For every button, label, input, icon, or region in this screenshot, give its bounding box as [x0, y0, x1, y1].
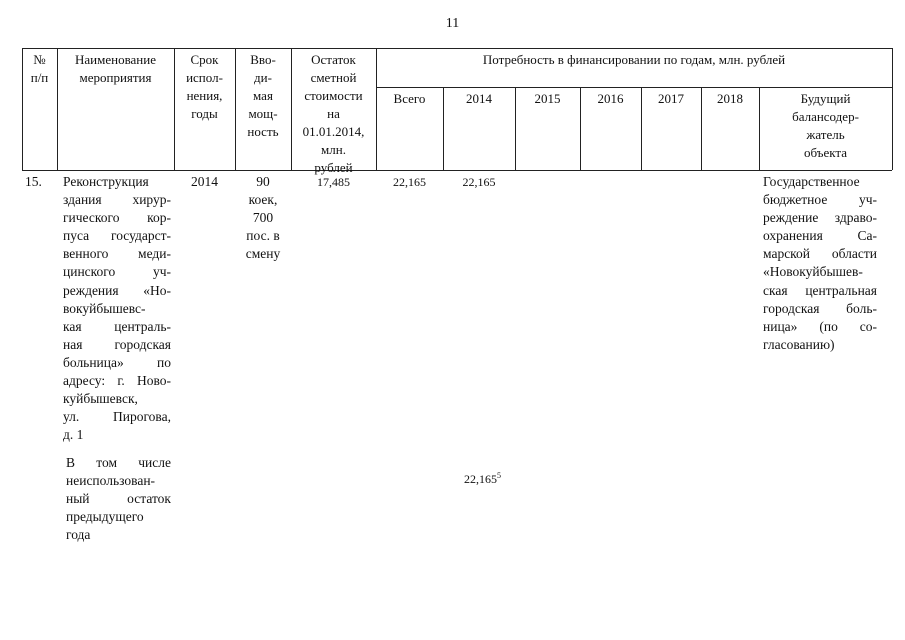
- page-number: 11: [445, 16, 460, 31]
- header-name: Наименование мероприятия: [75, 52, 156, 85]
- row-name-line: д. 1: [63, 427, 84, 443]
- subrow-2014-value: 22,165: [464, 472, 497, 486]
- row-holder: [763, 173, 877, 354]
- row-holder-line: бюджетное уч-: [763, 192, 877, 208]
- row-holder-line: реждение здраво-: [763, 210, 877, 226]
- row-name-line: кая централь-: [63, 318, 171, 334]
- subrow-2014: [464, 452, 501, 488]
- row-name-line: венного меди-: [63, 246, 171, 262]
- header-year-2015: 2015: [534, 91, 561, 106]
- row-name-line: реждения «Но-: [63, 282, 171, 298]
- subrow-label-line: В том числе: [66, 455, 171, 470]
- row-term: 2014: [191, 174, 218, 189]
- header-capacity: Вво- ди- мая мощ- ность: [247, 52, 279, 139]
- row-holder-line: гласованию): [763, 336, 835, 352]
- row-holder-line: «Новокуйбышев-: [763, 264, 863, 280]
- border-right: [892, 48, 893, 170]
- row-name-line: гического кор-: [63, 210, 171, 226]
- header-total: Всего: [393, 91, 426, 106]
- row-name: [63, 173, 171, 444]
- row-residual: 17,485: [317, 175, 350, 189]
- header-year-2014: 2014: [466, 91, 492, 106]
- row-name-line: куйбышевск,: [63, 391, 138, 407]
- row-name-line: ул. Пирогова,: [63, 409, 171, 425]
- row-total: 22,165: [393, 175, 426, 189]
- row-holder-line: городская боль-: [763, 300, 877, 316]
- header-year-2016: 2016: [597, 91, 624, 106]
- row-name-line: адресу: г. Ново-: [63, 373, 171, 389]
- row-holder-line: Государственное: [763, 174, 860, 189]
- subrow-label-line: ный остаток: [66, 491, 171, 507]
- header-term: Срок испол- нения, годы: [186, 52, 223, 121]
- row-name-line: больница» по: [63, 354, 171, 370]
- subrow-label-line: неиспользован-: [66, 473, 156, 489]
- subrow-label-line: года: [66, 527, 91, 543]
- row-name-line: пуса государст-: [63, 228, 171, 244]
- row-holder-line: охранения Са-: [763, 228, 877, 244]
- header-funding-group: Потребность в финансировании по годам, млн. рублей: [482, 52, 786, 67]
- header-number: № п/п: [30, 52, 49, 85]
- header-top-rule: [22, 48, 892, 49]
- header-sub-rule: [376, 87, 892, 88]
- row-holder-line: ская центральная: [763, 282, 877, 298]
- row-name-line: вокуйбышевс-: [63, 300, 146, 316]
- footnote-marker: 5: [497, 471, 501, 480]
- row-capacity: 90 коек, 700 пос. в смену: [245, 174, 281, 261]
- row-holder-line: марской области: [763, 246, 877, 262]
- row-2014: 22,165: [462, 175, 496, 189]
- row-name-line: здания хирур-: [63, 192, 171, 208]
- row-holder-line: ница» (по со-: [763, 318, 877, 334]
- header-holder: Будущий балансодер- жатель объекта: [792, 91, 859, 160]
- header-bottom-rule: [22, 170, 892, 171]
- header-year-2018: 2018: [717, 91, 743, 106]
- subrow-label-line: предыдущего: [66, 509, 144, 525]
- header-residual: Остаток сметной стоимости на 01.01.2014, млн. рублей: [302, 52, 365, 175]
- row-name-line: ная городская: [63, 336, 171, 352]
- row-number: 15.: [25, 174, 42, 189]
- header-year-2017: 2017: [658, 91, 684, 106]
- row-name-line: Реконструкция: [63, 174, 149, 189]
- row-name-line: цинского уч-: [63, 264, 171, 280]
- subrow-label: [66, 454, 171, 544]
